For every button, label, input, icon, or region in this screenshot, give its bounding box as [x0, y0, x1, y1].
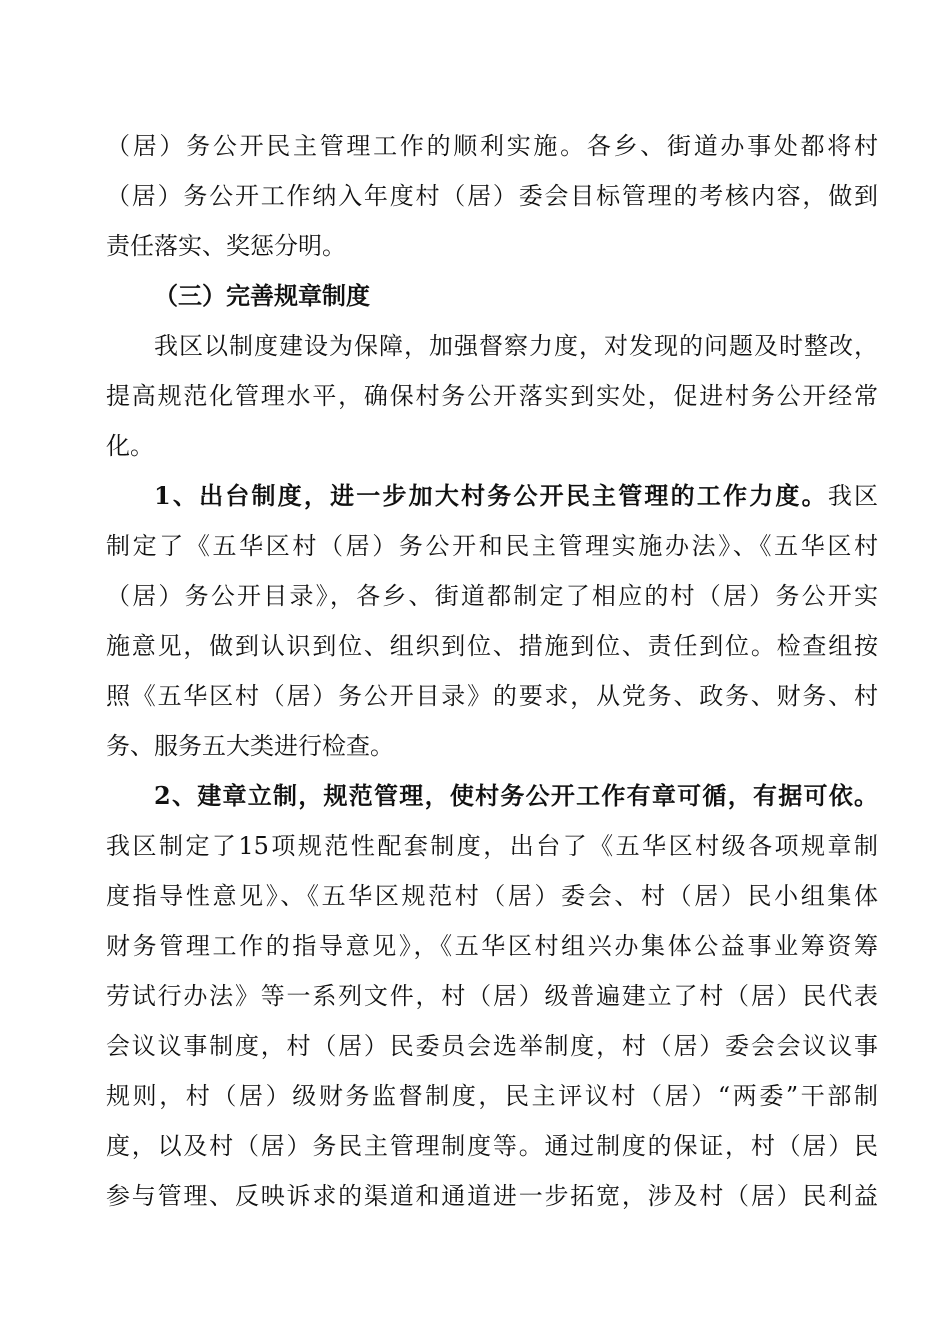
paragraph-line: 度，以及村（居）务民主管理制度等。通过制度的保证，村（居）民: [106, 1132, 878, 1160]
paragraph-line: 提高规范化管理水平，确保村务公开落实到实处，促进村务公开经常: [106, 382, 878, 410]
paragraph-line: 财务管理工作的指导意见》，《五华区村组兴办集体公益事业筹资筹: [106, 932, 878, 960]
item-1-line: [154, 479, 878, 513]
paragraph-line: 务、服务五大类进行检查。: [106, 732, 394, 760]
paragraph-line: 劳试行办法》等一系列文件，村（居）级普遍建立了村（居）民代表: [106, 982, 878, 1010]
paragraph-line: 会议议事制度，村（居）民委员会选举制度，村（居）委会会议议事: [106, 1032, 878, 1060]
paragraph-line: （居）务公开目录》，各乡、街道都制定了相应的村（居）务公开实: [106, 582, 878, 610]
paragraph-line: 责任落实、奖惩分明。: [106, 232, 346, 260]
section-heading: （三）完善规章制度: [154, 281, 370, 310]
paragraph-line: 施意见，做到认识到位、组织到位、措施到位、责任到位。检查组按: [106, 632, 878, 660]
paragraph-line: 化。: [106, 432, 154, 460]
paragraph-line: 照《五华区村（居）务公开目录》的要求，从党务、政务、财务、村: [106, 682, 878, 710]
paragraph-line: 规则，村（居）级财务监督制度，民主评议村（居）“两委”干部制: [106, 1082, 878, 1110]
paragraph-line: 我区以制度建设为保障，加强督察力度，对发现的问题及时整改，: [154, 332, 878, 360]
paragraph-line: （居）务公开工作纳入年度村（居）委会目标管理的考核内容，做到: [106, 182, 878, 210]
item-1-title: 1、出台制度，进一步加大村务公开民主管理的工作力度。: [154, 481, 828, 510]
item-2-title: 2、建章立制，规范管理，使村务公开工作有章可循，有据可依。: [154, 781, 878, 810]
paragraph-line: 制定了《五华区村（居）务公开和民主管理实施办法》、《五华区村: [106, 532, 878, 560]
paragraph-line: 我区制定了15项规范性配套制度，出台了《五华区村级各项规章制: [106, 832, 878, 860]
paragraph-line: （居）务公开民主管理工作的顺利实施。各乡、街道办事处都将村: [106, 132, 878, 160]
item-1-text: 我区: [827, 482, 879, 510]
paragraph-line: 度指导性意见》、《五华区规范村（居）委会、村（居）民小组集体: [106, 882, 878, 910]
paragraph-line: 参与管理、反映诉求的渠道和通道进一步拓宽，涉及村（居）民利益: [106, 1182, 878, 1210]
